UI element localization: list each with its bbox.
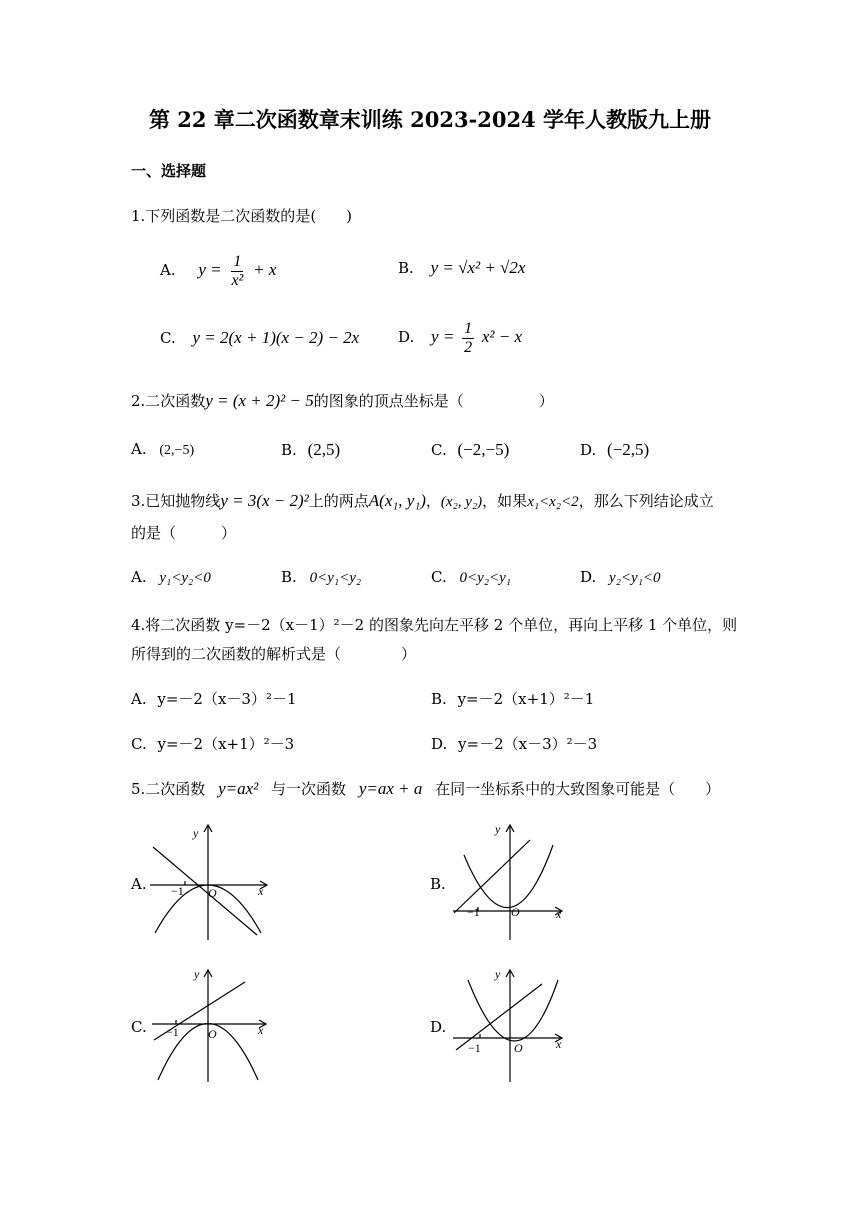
q2-option-b[interactable] bbox=[281, 440, 340, 460]
q5-b-tick: −1 bbox=[467, 905, 480, 919]
q4-d-label: D. bbox=[431, 735, 448, 753]
q4-option-c[interactable] bbox=[131, 733, 294, 754]
q5-d-tick: −1 bbox=[468, 1041, 481, 1055]
q3-d-label: D. bbox=[580, 568, 597, 586]
q1-d-label: D. bbox=[398, 328, 415, 347]
q2-stem bbox=[131, 390, 554, 411]
q2-b-label: B. bbox=[281, 441, 297, 459]
q5-c-axis-x: x bbox=[258, 1023, 264, 1037]
q4-c-label: C. bbox=[131, 735, 147, 753]
q1-d-num: 1 bbox=[464, 320, 473, 337]
q1-c-expr: y = 2(x + 1)(x − 2) − 2x bbox=[192, 328, 360, 347]
q5-stem-expr2: y=ax + a bbox=[358, 779, 423, 798]
q5-d-axis-x: x bbox=[556, 1037, 562, 1051]
q3-stem-expr4: x₁<x₂<2 bbox=[527, 494, 579, 510]
q1-option-d[interactable] bbox=[398, 320, 522, 356]
q5-graph-d[interactable] bbox=[448, 962, 573, 1084]
q1-a-lhs: y = bbox=[198, 260, 222, 280]
q5-graph-b[interactable] bbox=[448, 815, 573, 945]
q5-a-origin: O bbox=[208, 886, 217, 900]
q4-a-label: A. bbox=[131, 690, 147, 708]
q5-c-axis-y: y bbox=[194, 967, 200, 981]
q2-option-c[interactable] bbox=[431, 440, 509, 460]
q2-stem-pre: 2.二次函数 bbox=[131, 392, 206, 410]
q3-b-label: B. bbox=[281, 568, 297, 586]
q1-a-num: 1 bbox=[233, 253, 242, 270]
q3-stem-expr1: y = 3(x − 2)² bbox=[220, 491, 309, 510]
q5-b-axis-x: x bbox=[556, 907, 562, 921]
q2-c-label: C. bbox=[431, 441, 447, 459]
q3-d-expr: y₂<y₁<0 bbox=[609, 570, 661, 586]
q3-stem-mid2: ， bbox=[425, 492, 441, 510]
q5-a-axis-x: x bbox=[258, 884, 264, 898]
q5-a-tick: −1 bbox=[171, 884, 184, 898]
q1-option-b[interactable] bbox=[398, 258, 525, 278]
q1-stem: 1.下列函数是二次函数的是( ) bbox=[131, 207, 353, 225]
q2-d-expr: (−2,5) bbox=[607, 440, 650, 459]
q5-stem-post: 在同一坐标系中的大致图象可能是（ ） bbox=[435, 780, 721, 798]
q1-option-c[interactable] bbox=[160, 328, 359, 348]
q3-a-expr: y₁<y₂<0 bbox=[159, 570, 211, 586]
q4-option-b[interactable] bbox=[431, 688, 594, 709]
q3-option-b[interactable] bbox=[281, 568, 361, 587]
q3-stem-mid1: 上的两点 bbox=[308, 492, 369, 510]
q4-option-a[interactable] bbox=[131, 688, 297, 709]
q4-b-expr: y=－2（x+1）²－1 bbox=[457, 690, 595, 708]
q5-graph-a[interactable] bbox=[145, 815, 280, 945]
q5-stem bbox=[131, 778, 720, 799]
q5-d-origin: O bbox=[514, 1041, 523, 1055]
q5-stem-mid: 与一次函数 bbox=[271, 780, 347, 798]
q4-b-label: B. bbox=[431, 690, 447, 708]
q3-stem bbox=[131, 490, 714, 511]
q4-stem-line1: 4.将二次函数 y=－2（x－1）²－2 的图象先向左平移 2 个单位，再向上平移 1 个单位，则 bbox=[131, 616, 738, 634]
section-heading: 一、选择题 bbox=[131, 162, 207, 180]
q4-stem-line2: 所得到的二次函数的解析式是（ ） bbox=[131, 645, 417, 663]
q2-option-a[interactable] bbox=[131, 440, 194, 459]
q1-a-rest: + x bbox=[253, 260, 277, 280]
q3-c-label: C. bbox=[431, 568, 447, 586]
q2-a-label: A. bbox=[131, 440, 147, 458]
q4-a-expr: y=－2（x－3）²－1 bbox=[157, 690, 297, 708]
q1-d-rest: x² − x bbox=[481, 327, 523, 347]
q3-option-a[interactable] bbox=[131, 568, 211, 587]
q3-stem-line2: 的是（ ） bbox=[131, 524, 237, 542]
page-title: 第 22 章二次函数章末训练 2023-2024 学年人教版九上册 bbox=[148, 107, 712, 132]
q5-a-label[interactable]: A. bbox=[131, 875, 147, 893]
q5-c-tick: −1 bbox=[166, 1025, 179, 1039]
q3-stem-pre: 3.已知抛物线 bbox=[131, 492, 221, 510]
q3-c-expr: 0<y₂<y₁ bbox=[459, 570, 511, 586]
q5-b-axis-y: y bbox=[495, 822, 501, 836]
q1-b-label: B. bbox=[398, 259, 414, 277]
q1-a-fraction bbox=[229, 253, 245, 289]
q5-a-axis-y: y bbox=[193, 826, 199, 840]
q2-option-d[interactable] bbox=[580, 440, 649, 460]
q3-stem-post: ，那么下列结论成立 bbox=[578, 492, 714, 510]
q3-b-expr: 0<y₁<y₂ bbox=[309, 570, 362, 586]
q2-c-expr: (−2,−5) bbox=[457, 440, 510, 459]
q5-b-origin: O bbox=[511, 905, 520, 919]
q1-b-expr: y = √x² + √2x bbox=[430, 258, 526, 277]
q5-stem-expr1: y=ax² bbox=[218, 779, 259, 798]
q3-stem-mid3: ，如果 bbox=[482, 492, 528, 510]
q3-option-d[interactable] bbox=[580, 568, 661, 587]
q1-a-den: x² bbox=[231, 271, 244, 289]
q2-d-label: D. bbox=[580, 441, 597, 459]
q4-c-expr: y=－2（x+1）²－3 bbox=[157, 735, 295, 753]
q5-b-label[interactable]: B. bbox=[430, 875, 446, 893]
q3-stem-expr2: A(x₁, y₁) bbox=[368, 491, 426, 510]
q2-b-expr: (2,5) bbox=[307, 440, 341, 459]
q3-option-c[interactable] bbox=[431, 568, 511, 587]
q1-a-label: A. bbox=[160, 261, 176, 280]
q1-d-den: 2 bbox=[464, 338, 473, 356]
q2-a-expr: (2,−5) bbox=[159, 443, 195, 458]
q4-d-expr: y=－2（x－3）²－3 bbox=[458, 735, 598, 753]
q5-stem-pre: 5.二次函数 bbox=[131, 780, 206, 798]
q5-c-label[interactable]: C. bbox=[131, 1018, 147, 1036]
q1-d-fraction bbox=[462, 320, 474, 356]
q5-d-axis-y: y bbox=[495, 967, 501, 981]
q1-option-a[interactable] bbox=[160, 253, 276, 289]
q3-stem-expr3: (x₂, y₂) bbox=[440, 494, 483, 510]
q2-stem-expr: y = (x + 2)² − 5 bbox=[205, 391, 314, 410]
q1-c-label: C. bbox=[160, 329, 176, 347]
q3-a-label: A. bbox=[131, 568, 147, 586]
q4-option-d[interactable] bbox=[431, 733, 597, 754]
q1-d-lhs: y = bbox=[431, 327, 455, 347]
q5-c-origin: O bbox=[208, 1027, 217, 1041]
q2-stem-post: 的图象的顶点坐标是（ ） bbox=[313, 392, 554, 410]
q5-graph-c[interactable] bbox=[148, 962, 278, 1084]
q5-d-label[interactable]: D. bbox=[430, 1018, 447, 1036]
